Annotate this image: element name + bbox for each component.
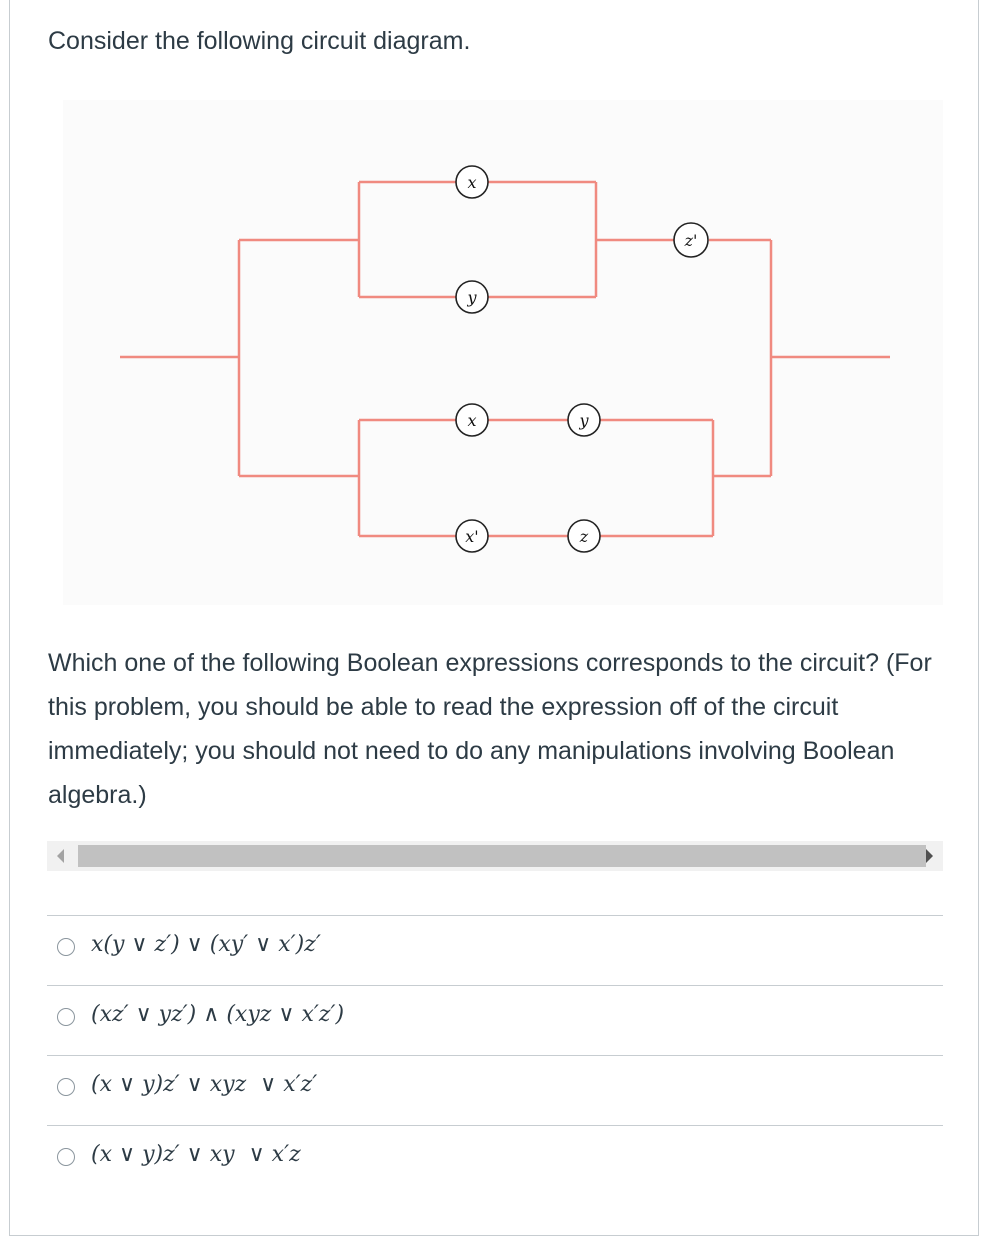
intro-text: Consider the following circuit diagram. xyxy=(48,27,471,55)
svg-text:y: y xyxy=(579,411,589,430)
answer-option-3[interactable] xyxy=(47,1055,943,1125)
answer-text: (x ∨ y)z′ ∨ xyz ∨ x′z′ xyxy=(91,1072,318,1097)
svg-text:z': z' xyxy=(684,231,698,250)
scroll-right-arrow-icon[interactable] xyxy=(926,849,933,863)
radio-button[interactable] xyxy=(57,1008,75,1026)
switch-x-prime xyxy=(456,520,488,552)
switch-z-prime xyxy=(674,223,708,257)
answer-list xyxy=(47,915,943,1195)
svg-text:z: z xyxy=(579,527,589,546)
question-text: Which one of the following Boolean expressions corresponds to the circuit? (For this problem, you should be able to read the expression off of the circuit immediately; you should not need to do any manipulations involving Boolean algebra.) xyxy=(48,649,932,809)
horizontal-scrollbar[interactable] xyxy=(47,841,943,871)
radio-button[interactable] xyxy=(57,1078,75,1096)
answer-option-4[interactable] xyxy=(47,1125,943,1195)
svg-text:y: y xyxy=(467,288,477,307)
switch-z xyxy=(568,520,600,552)
switch-x-lower xyxy=(456,404,488,436)
svg-text:x: x xyxy=(467,173,477,192)
answer-text: (xz′ ∨ yz′) ∧ (xyz ∨ x′z′) xyxy=(91,1002,345,1027)
answer-option-2[interactable] xyxy=(47,985,943,1055)
radio-button[interactable] xyxy=(57,938,75,956)
radio-button[interactable] xyxy=(57,1148,75,1166)
circuit-wires xyxy=(120,182,890,536)
switch-y-lower xyxy=(568,404,600,436)
svg-text:x': x' xyxy=(465,527,479,546)
scrollbar-thumb[interactable] xyxy=(78,845,926,867)
circuit-diagram xyxy=(63,100,943,605)
answer-text: (x ∨ y)z′ ∨ xy ∨ x′z xyxy=(91,1142,301,1167)
switch-x-upper xyxy=(456,166,488,198)
switch-y-upper xyxy=(456,281,488,313)
answer-option-1[interactable] xyxy=(47,915,943,985)
answer-text: x(y ∨ z′) ∨ (xy′ ∨ x′)z′ xyxy=(91,932,321,957)
svg-text:x: x xyxy=(467,411,477,430)
scroll-left-arrow-icon[interactable] xyxy=(57,849,64,863)
